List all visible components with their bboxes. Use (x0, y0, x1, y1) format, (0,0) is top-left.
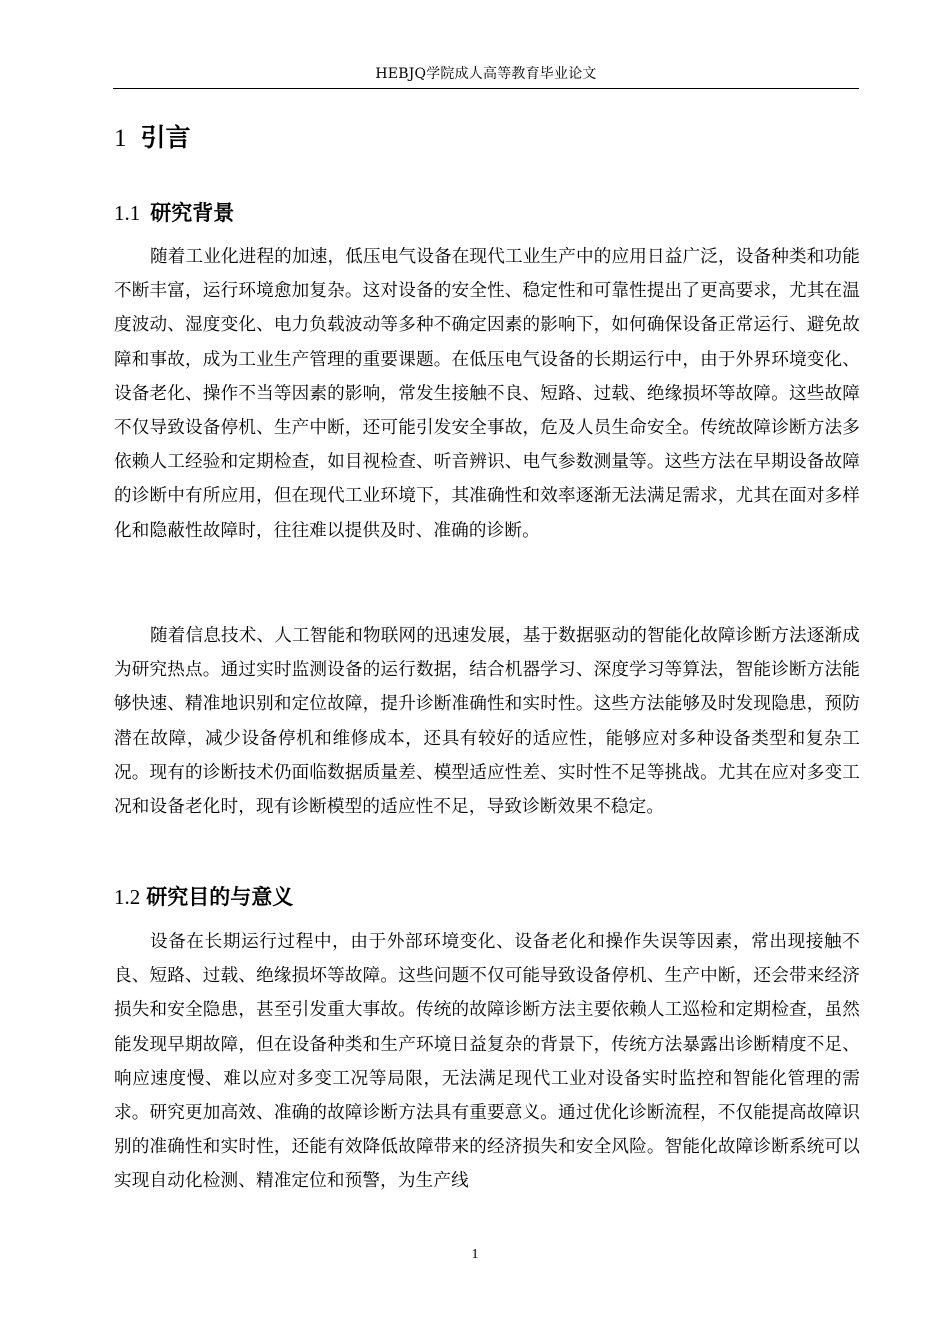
page-number: 1 (471, 1247, 479, 1262)
section-title-research-background (114, 198, 234, 228)
section-title-text: 研究目的与意义 (146, 885, 294, 909)
chapter-title (114, 120, 191, 157)
header-divider (113, 88, 859, 89)
running-header: HEBJQ学院成人高等教育毕业论文 (375, 66, 597, 82)
chapter-number: 1 (114, 125, 127, 152)
section-number: 1.1 (114, 201, 141, 225)
body-paragraph: 设备在长期运行过程中，由于外部环境变化、设备老化和操作失误等因素，常出现接触不良、短路、过载、绝缘损坏等故障。这些问题不仅可能导致设备停机、生产中断，还会带来经济损失和安全隐患，甚至引发重大事故。传统的故障诊断方法主要依赖人工巡检和定期检查，虽然能发现早期故障，但在设备种类和生产环境日益复杂的背景下，传统方法暴露出诊断精度不足、响应速度慢、难以应对多变工况等局限，无法满足现代工业对设备实时监控和智能化管理的需求。研究更加高效、准确的故障诊断方法具有重要意义。通过优化诊断流程，不仅能提高故障识别的准确性和实时性，还能有效降低故障带来的经济损失和安全风险。智能化故障诊断系统可以实现自动化检测、精准定位和预警，为生产线 (114, 932, 860, 1192)
section-title-text: 研究背景 (150, 201, 235, 225)
section-number: 1.2 (114, 885, 141, 909)
section-title-purpose-significance (114, 882, 293, 912)
body-paragraph: 随着信息技术、人工智能和物联网的迅速发展，基于数据驱动的智能化故障诊断方法逐渐成为研究热点。通过实时监测设备的运行数据，结合机器学习、深度学习等算法，智能诊断方法能够快速、精准地识别和定位故障，提升诊断准确性和实时性。这些方法能够及时发现隐患，预防潜在故障，减少设备停机和维修成本，还具有较好的适应性，能够应对多种设备类型和复杂工况。现有的诊断技术仍面临数据质量差、模型适应性差、实时性不足等挑战。尤其在应对多变工况和设备老化时，现有诊断模型的适应性不足，导致诊断效果不稳定。 (114, 626, 860, 818)
body-paragraph: 随着工业化进程的加速，低压电气设备在现代工业生产中的应用日益广泛，设备种类和功能不断丰富，运行环境愈加复杂。这对设备的安全性、稳定性和可靠性提出了更高要求，尤其在温度波动、湿度变化、电力负载波动等多种不确定因素的影响下，如何确保设备正常运行、避免故障和事故，成为工业生产管理的重要课题。在低压电气设备的长期运行中，由于外界环境变化、设备老化、操作不当等因素的影响，常发生接触不良、短路、过载、绝缘损坏等故障。这些故障不仅导致设备停机、生产中断，还可能引发安全事故，危及人员生命安全。传统故障诊断方法多依赖人工经验和定期检查，如目视检查、听音辨识、电气参数测量等。这些方法在早期设备故障的诊断中有所应用，但在现代工业环境下，其准确性和效率逐渐无法满足需求，尤其在面对多样化和隐蔽性故障时，往往难以提供及时、准确的诊断。 (114, 247, 860, 541)
chapter-title-text: 引言 (140, 123, 191, 152)
